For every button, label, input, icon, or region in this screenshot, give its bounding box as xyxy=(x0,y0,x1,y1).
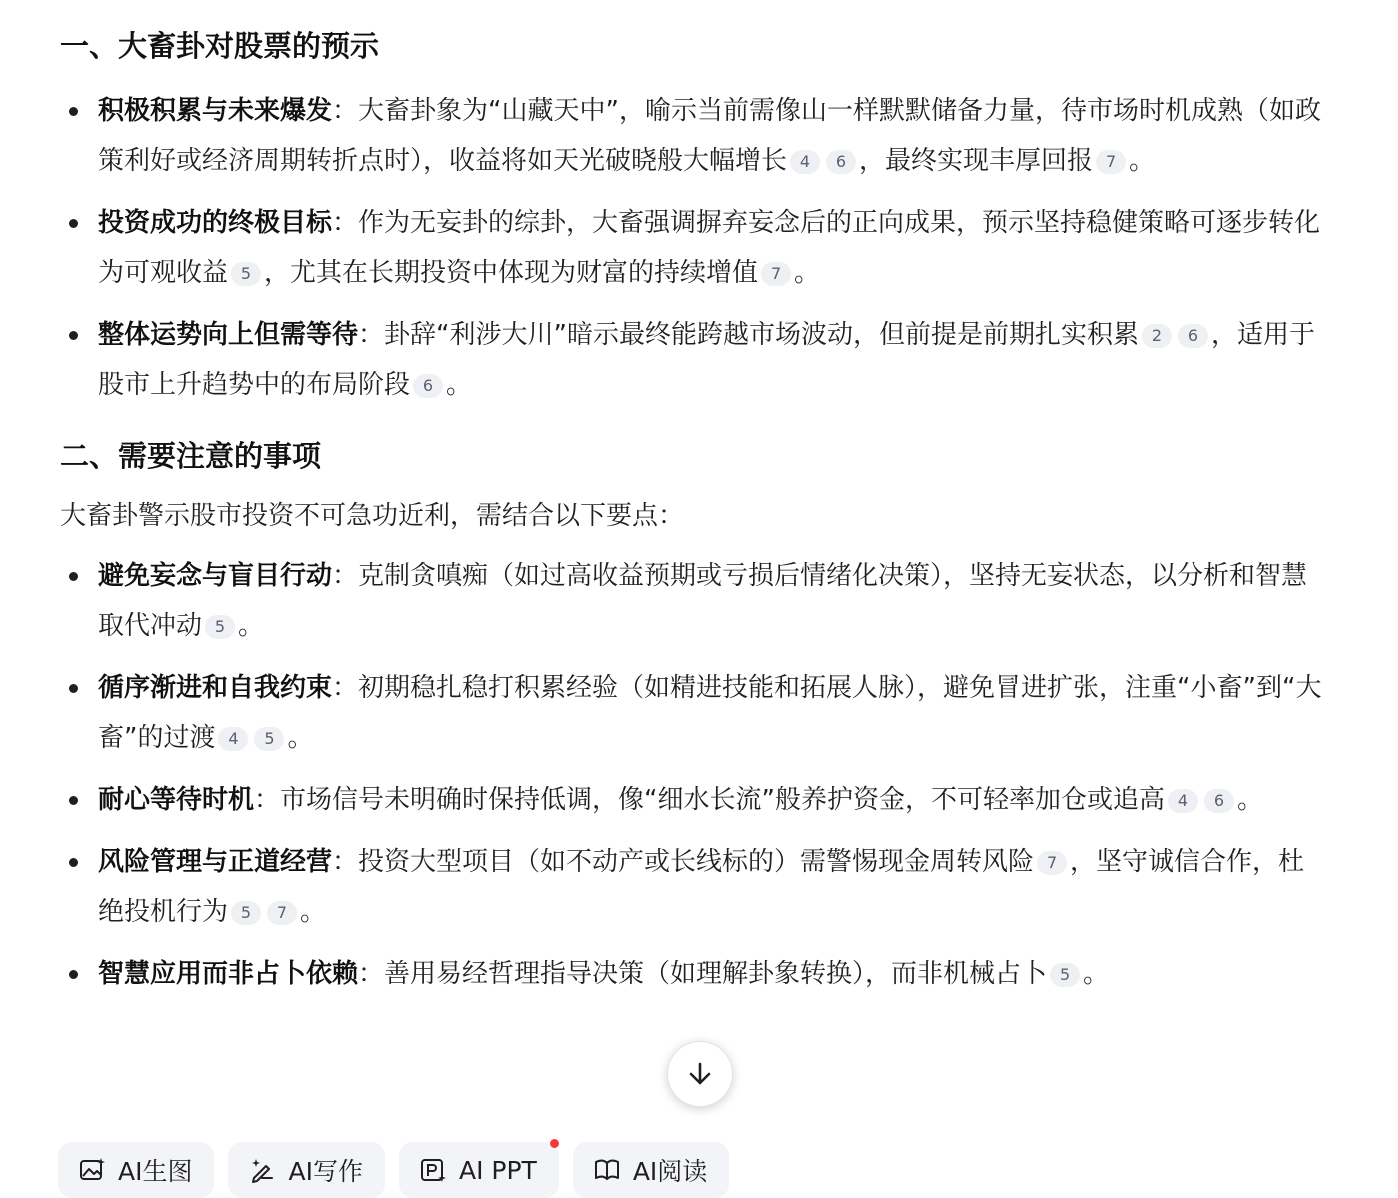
image-sparkle-icon xyxy=(78,1156,106,1184)
item-term: 循序渐进和自我约束 xyxy=(98,673,333,703)
new-badge-dot xyxy=(550,1139,559,1148)
citation-badge[interactable]: 7 xyxy=(761,262,791,286)
item-text: 。 xyxy=(794,258,821,288)
list-item xyxy=(60,837,1322,937)
item-text: 。 xyxy=(287,723,314,753)
citation-badge[interactable]: 2 xyxy=(1142,324,1172,348)
item-text: 初期稳扎稳打积累经验（如精进技能和拓展人脉），避免冒进扩张，注重“小畜”到“大畜”的过渡 xyxy=(98,673,1322,753)
citation-badge[interactable]: 6 xyxy=(826,150,856,174)
scroll-to-bottom-button[interactable] xyxy=(667,1041,733,1107)
citation-badge[interactable]: 5 xyxy=(205,615,235,639)
item-text: 克制贪嗔痴（如过高收益预期或亏损后情绪化决策），坚持无妄状态，以分析和智慧取代冲动 xyxy=(98,561,1308,641)
ai-ppt-label: AI PPT xyxy=(458,1155,537,1185)
citation-badge[interactable]: 7 xyxy=(1037,851,1067,875)
citation-badge[interactable]: 6 xyxy=(1178,324,1208,348)
list-item xyxy=(60,310,1322,410)
item-text: 卦辞“利涉大川”暗示最终能跨越市场波动，但前提是前期扎实积累 xyxy=(384,320,1139,350)
item-text: ，适用于股市上升趋势中的布局阶段 xyxy=(98,320,1315,400)
item-term: 智慧应用而非占卜依赖 xyxy=(98,959,359,989)
item-text: 作为无妄卦的综卦，大畜强调摒弃妄念后的正向成果，预示坚持稳健策略可逐步转化为可观收益 xyxy=(98,208,1321,288)
precautions-list xyxy=(60,551,1322,999)
citation-badge[interactable]: 7 xyxy=(1096,150,1126,174)
section-title-predictions: 一、大畜卦对股票的预示 xyxy=(60,29,380,63)
item-text: ，最终实现丰厚回报 xyxy=(859,146,1094,176)
item-separator: ： xyxy=(332,208,359,238)
item-separator: ： xyxy=(254,785,281,815)
citation-badge[interactable]: 4 xyxy=(790,150,820,174)
arrow-down-icon xyxy=(685,1059,715,1089)
item-term: 积极积累与未来爆发 xyxy=(98,96,333,126)
item-separator: ： xyxy=(332,673,359,703)
item-term: 风险管理与正道经营 xyxy=(98,847,333,877)
section-title-precautions: 二、需要注意的事项 xyxy=(60,439,322,473)
citation-badge[interactable]: 4 xyxy=(218,727,248,751)
pen-sparkle-icon xyxy=(248,1156,276,1184)
item-text: 投资大型项目（如不动产或长线标的）需警惕现金周转风险 xyxy=(358,847,1035,877)
citation-badge[interactable]: 5 xyxy=(1050,963,1080,987)
ai-ppt-button[interactable] xyxy=(399,1142,559,1198)
item-text: 大畜卦象为“山藏天中”，喻示当前需像山一样默默储备力量，待市场时机成熟（如政策利好或经济周期转折点时），收益将如天光破晓般大幅增长 xyxy=(98,96,1321,176)
ai-writing-button[interactable] xyxy=(228,1142,384,1198)
item-separator: ： xyxy=(358,959,385,989)
list-item xyxy=(60,86,1322,186)
ppt-icon xyxy=(419,1156,447,1184)
ai-tools-toolbar xyxy=(58,1142,729,1198)
ai-reading-button[interactable] xyxy=(573,1142,729,1198)
ai-image-button[interactable] xyxy=(58,1142,214,1198)
citation-badge[interactable]: 7 xyxy=(267,901,297,925)
item-text: 市场信号未明确时保持低调，像“细水长流”般养护资金，不可轻率加仓或追高 xyxy=(280,785,1165,815)
citation-badge[interactable]: 6 xyxy=(1204,789,1234,813)
item-text: 。 xyxy=(1083,959,1110,989)
prediction-list xyxy=(60,86,1322,410)
item-text: 。 xyxy=(446,370,473,400)
item-term: 投资成功的终极目标 xyxy=(98,208,333,238)
item-separator: ： xyxy=(332,561,359,591)
citation-badge[interactable]: 5 xyxy=(231,262,261,286)
item-separator: ： xyxy=(332,847,359,877)
item-term: 耐心等待时机 xyxy=(98,785,255,815)
citation-badge[interactable]: 6 xyxy=(413,374,443,398)
item-text: 。 xyxy=(238,611,265,641)
ai-image-label: AI生图 xyxy=(118,1157,193,1186)
item-term: 避免妄念与盲目行动 xyxy=(98,561,333,591)
list-item xyxy=(60,949,1322,999)
item-text: 善用易经哲理指导决策（如理解卦象转换），而非机械占卜 xyxy=(384,959,1048,989)
item-text: ，坚守诚信合作，杜绝投机行为 xyxy=(98,847,1305,927)
item-text: 。 xyxy=(300,897,327,927)
precautions-intro: 大畜卦警示股市投资不可急功近利，需结合以下要点： xyxy=(60,501,685,531)
item-text: ，尤其在长期投资中体现为财富的持续增值 xyxy=(264,258,759,288)
item-term: 整体运势向上但需等待 xyxy=(98,320,359,350)
citation-badge[interactable]: 5 xyxy=(254,727,284,751)
item-text: 。 xyxy=(1129,146,1156,176)
book-icon xyxy=(593,1156,621,1184)
list-item xyxy=(60,775,1322,825)
citation-badge[interactable]: 4 xyxy=(1168,789,1198,813)
ai-reading-label: AI阅读 xyxy=(632,1157,708,1186)
list-item xyxy=(60,663,1322,763)
list-item xyxy=(60,198,1322,298)
answer-content xyxy=(60,0,1322,1011)
item-separator: ： xyxy=(358,320,385,350)
list-item xyxy=(60,551,1322,651)
item-separator: ： xyxy=(332,96,359,126)
item-text: 。 xyxy=(1236,785,1263,815)
citation-badge[interactable]: 5 xyxy=(231,901,261,925)
ai-writing-label: AI写作 xyxy=(288,1157,363,1186)
